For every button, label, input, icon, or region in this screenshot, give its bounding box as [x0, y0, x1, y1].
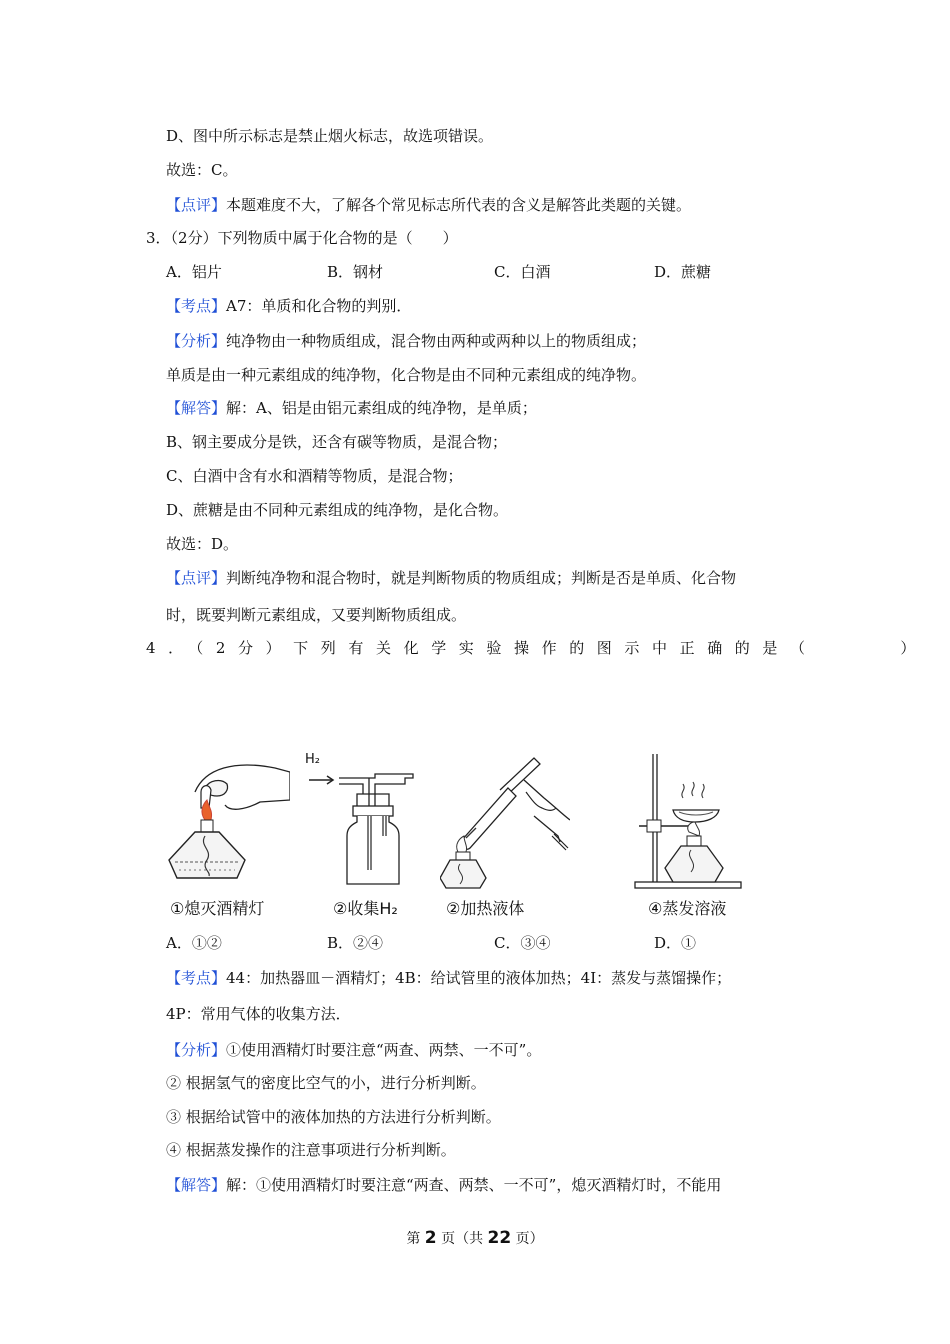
kaodian-tag: 【考点】 — [166, 297, 227, 315]
footer-prefix: 第 — [406, 1231, 421, 1247]
q3-dianping-2: 时，既要判断元素组成，又要判断物质组成。 — [166, 606, 467, 624]
q4-fenxi-3: ③ 根据给试管中的液体加热的方法进行分析判断。 — [166, 1108, 501, 1126]
q3-option-d: D．蔗糖 — [654, 263, 712, 281]
q4-option-b: B．②④ — [327, 934, 384, 952]
q4-option-c: C．③④ — [494, 934, 551, 952]
kaodian4-tag: 【考点】 — [166, 969, 227, 987]
jieda4-text: 解：①使用酒精灯时要注意“两查、两禁、一不可”，熄灭酒精灯时，不能用 — [226, 1176, 722, 1194]
dianping-tag: 【点评】 — [166, 569, 227, 587]
dianping-text: 判断纯净物和混合物时，就是判断物质的物质组成；判断是否是单质、化合物 — [226, 569, 737, 587]
figure-evaporate — [633, 750, 743, 890]
jieda-tag: 【解答】 — [166, 399, 227, 417]
fenxi4-text: ①使用酒精灯时要注意“两查、两禁、一不可”。 — [226, 1041, 542, 1059]
q4-kaodian — [166, 968, 731, 988]
jieda-text: 解：A、铝是由铝元素组成的纯净物，是单质； — [226, 399, 537, 417]
q4-fenxi-4: ④ 根据蒸发操作的注意事项进行分析判断。 — [166, 1141, 456, 1159]
figure-extinguish-lamp — [165, 750, 290, 885]
question-3: 3．（2分）下列物质中属于化合物的是（ ） — [146, 229, 458, 247]
footer-page-number: 2 — [424, 1228, 437, 1248]
figure-heat-liquid — [440, 750, 570, 890]
page-footer — [0, 1228, 950, 1248]
q3-dianping — [166, 568, 736, 588]
jieda4-tag: 【解答】 — [166, 1176, 227, 1194]
q3-option-c: C．白酒 — [494, 263, 551, 281]
q3-fenxi — [166, 331, 646, 351]
footer-total-pages: 22 — [487, 1228, 512, 1248]
comment-tag: 【点评】 — [166, 196, 227, 214]
fenxi-text: 纯净物由一种物质组成，混合物由两种或两种以上的物质组成； — [226, 332, 647, 350]
kaodian4-text: 44：加热器皿－酒精灯；4B：给试管里的液体加热；4I：蒸发与蒸馏操作； — [226, 969, 732, 987]
h2-label: H₂ — [305, 752, 320, 767]
comment-text: 本题难度不大，了解各个常见标志所代表的含义是解答此类题的关键。 — [226, 196, 692, 214]
q3-jieda-c: C、白酒中含有水和酒精等物质，是混合物； — [166, 467, 463, 485]
figure-collect-h2 — [305, 750, 415, 885]
comment-line — [166, 195, 691, 215]
line-d-option: D、图中所示标志是禁止烟火标志，故选项错误。 — [166, 127, 494, 145]
q3-jieda-b: B、钢主要成分是铁，还含有碳等物质，是混合物； — [166, 433, 508, 451]
caption-3: ②加热液体 — [446, 899, 525, 918]
q3-kaodian — [166, 296, 411, 316]
kaodian-text: A7：单质和化合物的判别． — [226, 297, 412, 315]
footer-mid: 页（共 — [441, 1231, 484, 1247]
caption-2: ②收集H₂ — [333, 899, 398, 918]
caption-4: ④蒸发溶液 — [648, 899, 727, 918]
question-4: 4．（2分）下列有关化学实验操作的图示中正确的是（ ） — [146, 639, 928, 657]
q4-fenxi-2: ② 根据氢气的密度比空气的小，进行分析判断。 — [166, 1074, 486, 1092]
q3-jieda-d: D、蔗糖是由不同种元素组成的纯净物，是化合物。 — [166, 501, 509, 519]
line-answer-c: 故选：C。 — [166, 161, 238, 179]
q4-option-d: D．① — [654, 934, 697, 952]
q4-jieda — [166, 1175, 721, 1195]
q4-kaodian-2: 4P：常用气体的收集方法． — [166, 1005, 351, 1023]
fenxi-tag: 【分析】 — [166, 332, 227, 350]
q4-fenxi — [166, 1040, 541, 1060]
q3-option-b: B．钢材 — [327, 263, 384, 281]
q3-jieda — [166, 398, 537, 418]
fenxi4-tag: 【分析】 — [166, 1041, 227, 1059]
q4-option-a: A．①② — [166, 934, 222, 952]
caption-1: ①熄灭酒精灯 — [170, 899, 265, 918]
footer-suffix: 页） — [515, 1231, 544, 1247]
q3-fenxi-2: 单质是由一种元素组成的纯净物，化合物是由不同种元素组成的纯净物。 — [166, 366, 647, 384]
q3-answer: 故选：D。 — [166, 535, 239, 553]
q3-option-a: A．铝片 — [166, 263, 222, 281]
